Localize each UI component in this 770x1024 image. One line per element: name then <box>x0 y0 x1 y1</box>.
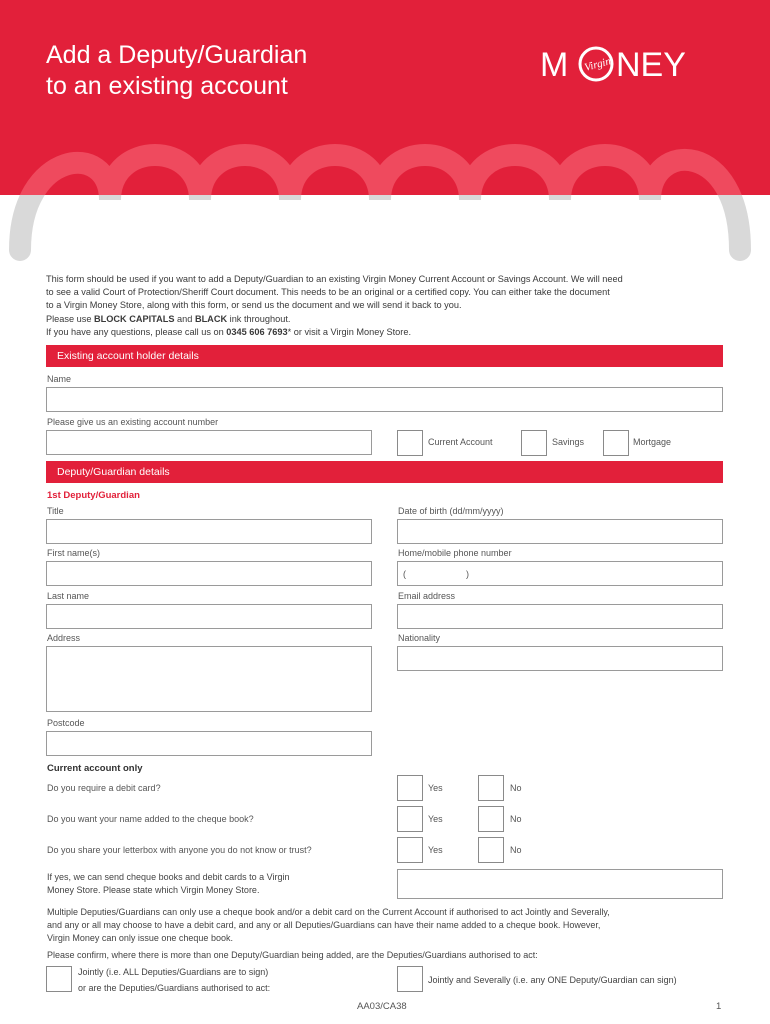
cheque-book-no-checkbox[interactable] <box>478 806 504 832</box>
dob-label: Date of birth (dd/mm/yyyy) <box>398 506 504 516</box>
intro-line: to a Virgin Money Store, along with this form, or send us the document and we will send it back to you. <box>46 300 462 311</box>
savings-label: Savings <box>552 437 585 447</box>
logo-letter-m: M <box>540 46 569 84</box>
logo-letters-ney: NEY <box>616 46 686 84</box>
intro-line: to see a valid Court of Protection/Sheriff Court document. This needs to be an original or a certified copy. You can either take the document <box>46 287 610 298</box>
intro-line: This form should be used if you want to add a Deputy/Guardian to an existing Virgin Money Current Account or Savings Account. We will need <box>46 274 623 284</box>
first-name-label: First name(s) <box>47 548 101 558</box>
logo-virgin-script: Virgin <box>583 55 613 74</box>
title-field[interactable] <box>46 519 372 544</box>
email-field[interactable] <box>397 604 723 629</box>
title-line-2: to an existing account <box>46 72 288 100</box>
nationality-label: Nationality <box>398 633 441 643</box>
cheque-book-question: Do you want your name added to the cheque book? <box>47 814 254 824</box>
title-line-1: Add a Deputy/Guardian <box>46 41 308 69</box>
virgin-money-logo <box>540 40 730 86</box>
name-field[interactable] <box>46 387 723 412</box>
yes-label: Yes <box>428 783 443 793</box>
no-label: No <box>510 783 522 793</box>
postcode-label: Postcode <box>47 718 85 728</box>
first-name-field[interactable] <box>46 561 372 586</box>
account-number-field[interactable] <box>46 430 372 455</box>
current-account-checkbox[interactable] <box>397 430 423 456</box>
deputy-subheading: 1st Deputy/Guardian <box>47 490 140 501</box>
intro-line: If you have any questions, please call us on 0345 606 7693* or visit a Virgin Money Store. <box>46 326 412 337</box>
section-heading-existing-account: Existing account holder details <box>46 345 723 367</box>
store-name-field[interactable] <box>397 869 723 899</box>
debit-card-no-checkbox[interactable] <box>478 775 504 801</box>
name-label: Name <box>47 374 72 384</box>
form-code: AA03/CA38 <box>357 1001 407 1012</box>
phone-field[interactable] <box>397 561 723 586</box>
savings-checkbox[interactable] <box>521 430 547 456</box>
yes-label: Yes <box>428 845 443 855</box>
no-label: No <box>510 845 522 855</box>
cheque-book-yes-checkbox[interactable] <box>397 806 423 832</box>
last-name-label: Last name <box>47 591 90 601</box>
nationality-field[interactable] <box>397 646 723 671</box>
yes-label: Yes <box>428 814 443 824</box>
email-label: Email address <box>398 591 456 601</box>
address-label: Address <box>47 633 81 643</box>
mortgage-checkbox[interactable] <box>603 430 629 456</box>
title-label: Title <box>47 506 64 516</box>
current-account-only-heading: Current account only <box>47 763 143 774</box>
dob-field[interactable] <box>397 519 723 544</box>
current-account-label: Current Account <box>428 437 493 447</box>
letterbox-question: Do you share your letterbox with anyone you do not know or trust? <box>47 845 312 855</box>
intro-line: Please use BLOCK CAPITALS and BLACK ink throughout. <box>46 313 291 324</box>
debit-card-question: Do you require a debit card? <box>47 783 161 793</box>
jointly-severally-option-text: Jointly and Severally (i.e. any ONE Deputy/Guardian can sign) <box>428 975 677 985</box>
header-banner <box>0 0 770 265</box>
postcode-field[interactable] <box>46 731 372 756</box>
phone-open-paren: ( <box>403 569 406 579</box>
intro-text <box>46 273 726 339</box>
jointly-severally-checkbox[interactable] <box>397 966 423 992</box>
jointly-checkbox[interactable] <box>46 966 72 992</box>
confirm-authority-question: Please confirm, where there is more than one Deputy/Guardian being added, are the Deputies/Guardians authorised to act: <box>47 950 538 960</box>
page-title <box>46 40 307 102</box>
jointly-option-text: Jointly (i.e. ALL Deputies/Guardians are to sign) or are the Deputies/Guardians authorised to act: <box>78 967 271 993</box>
address-field[interactable] <box>46 646 372 712</box>
letterbox-no-checkbox[interactable] <box>478 837 504 863</box>
letterbox-yes-checkbox[interactable] <box>397 837 423 863</box>
contact-phone: 0345 606 7693 <box>226 326 288 337</box>
no-label: No <box>510 814 522 824</box>
page-number: 1 <box>716 1001 722 1012</box>
multiple-deputies-note: Multiple Deputies/Guardians can only use a cheque book and/or a debit card on the Current Account if authorised to act Jointly and Severally, and any or all may choose to have a debit card, and any or all Deputies/Guardians can have their name added to a cheque book. However, Virgin Money can only issue one cheque book. <box>47 907 610 943</box>
store-note: If yes, we can send cheque books and debit cards to a Virgin Money Store. Please state which Virgin Money Store. <box>47 872 290 895</box>
mortgage-label: Mortgage <box>633 437 672 447</box>
phone-label: Home/mobile phone number <box>398 548 512 558</box>
account-number-label: Please give us an existing account number <box>47 417 219 427</box>
section-heading-deputy-details: Deputy/Guardian details <box>46 461 723 483</box>
last-name-field[interactable] <box>46 604 372 629</box>
phone-close-paren: ) <box>466 569 469 579</box>
debit-card-yes-checkbox[interactable] <box>397 775 423 801</box>
